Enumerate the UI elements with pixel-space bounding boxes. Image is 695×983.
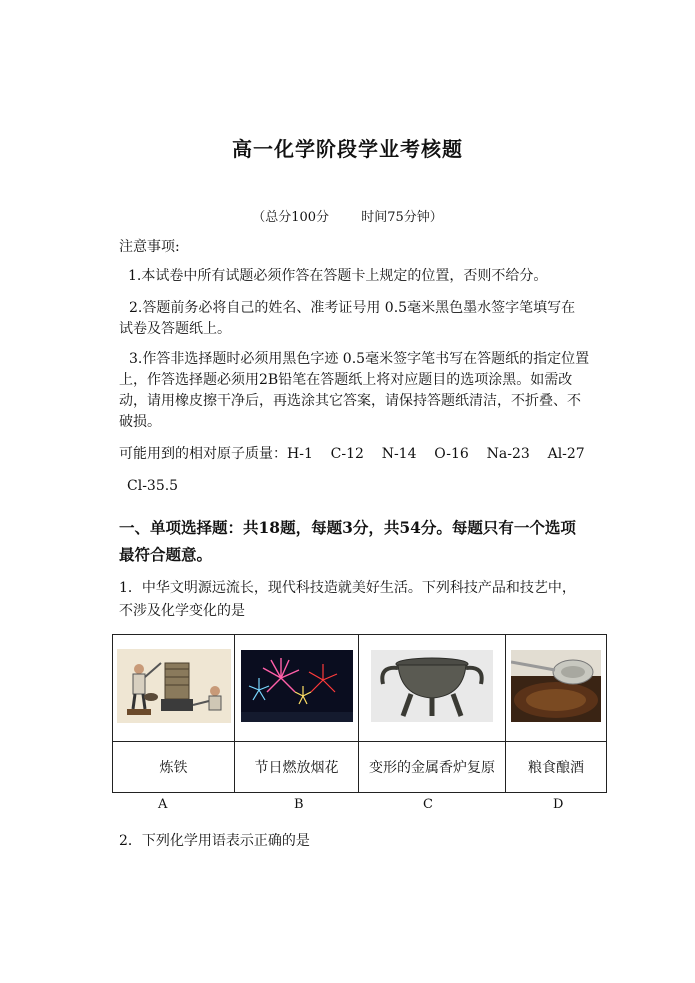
option-b-image-cell (235, 635, 359, 742)
option-b-letter: B (294, 797, 304, 812)
exam-meta (0, 206, 695, 225)
option-a-label: 炼铁 (113, 742, 235, 793)
option-a-letter: A (158, 797, 168, 812)
exam-title: 高一化学阶段学业考核题 (232, 137, 463, 161)
option-d-label: 粮食酿酒 (506, 742, 607, 793)
question-1-text: 1．中华文明源远流长，现代科技造就美好生活。下列科技产品和技艺中，不涉及化学变化的是 (119, 580, 576, 619)
question-2-text: 2．下列化学用语表示正确的是 (119, 833, 310, 849)
exam-time: 时间75分钟） (361, 210, 443, 225)
option-c-image-cell (359, 635, 506, 742)
atomic-masses-line-1: 可能用到的相对原子质量：H-1 C-12 N-14 O-16 Na-23 Al-27 (119, 446, 585, 462)
question-1-options-table (112, 634, 607, 793)
option-a-image-cell (113, 635, 235, 742)
section-one-heading: 一、单项选择题：共18题，每题3分，共54分。每题只有一个选项最符合题意。 (119, 518, 576, 564)
atomic-masses-line-2: Cl-35.5 (127, 478, 179, 494)
notice-rule-2: 2.答题前务必将自己的姓名、准考证号用 0.5毫米黑色墨水签字笔填写在试卷及答题纸上。 (119, 300, 576, 337)
total-score: （总分100分 (252, 210, 330, 225)
option-d-image-cell (506, 635, 607, 742)
notice-rule-1: 1.本试卷中所有试题必须作答在答题卡上规定的位置，否则不给分。 (128, 268, 548, 284)
wine-brewing-image (511, 650, 601, 722)
incense-burner-image (371, 650, 493, 722)
option-b-label: 节日燃放烟花 (235, 742, 359, 793)
option-d-letter: D (553, 797, 564, 812)
option-c-letter: C (423, 797, 433, 812)
option-letters (112, 797, 606, 817)
iron-smelting-image (117, 649, 231, 723)
fireworks-image (241, 650, 353, 722)
notice-heading: 注意事项: (119, 239, 180, 255)
notice-rule-3: 3.作答非选择题时必须用黑色字迹 0.5毫米签字笔书写在答题纸的指定位置上，作答选择题必须用2B铅笔在答题纸上将对应题目的选项涂黑。如需改动，请用橡皮擦干净后，再选涂其它答案，请保持答题纸清洁，不折叠、不破损。 (119, 351, 590, 430)
option-c-label: 变形的金属香炉复原 (359, 742, 506, 793)
